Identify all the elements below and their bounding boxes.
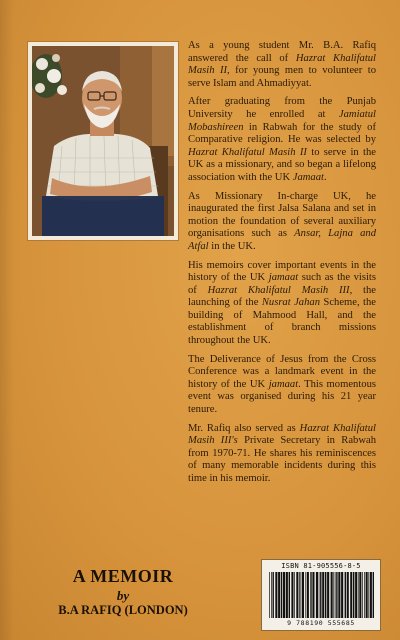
text-run: After graduating from the Punjab University he enrolled at [188,96,376,120]
author-portrait-image [32,46,174,236]
italic-term: Hazrat Khalifatul Masih II [188,146,307,158]
text-run: to serve in the UK as a missionary, and so began a lifelong association with the UK [188,146,376,183]
blurb-paragraph [188,354,376,417]
text-run: As a young student Mr. B.A. Rafiq answered the call of [188,40,376,64]
barcode-number: 9 788190 555685 [287,619,355,627]
text-run: Private Secretary in Rabwah from 1970-71. He shares his reminiscences of many memorable incidents during this time in his memoir. [188,435,376,484]
blurb-paragraph [188,96,376,184]
italic-term: jamaat [268,272,299,284]
text-run: in the UK. [208,240,256,252]
blurb-paragraph [188,191,376,254]
text-run: , for young men to volunteer to serve Islam and Ahmadiyyat. [188,65,376,89]
blurb-paragraph [188,260,376,348]
text-run: As Missionary In-charge UK, he inaugurated the first Jalsa Salana and set in motion the foundation of several auxiliary organisations such as [188,190,376,240]
author-name: B.A RAFIQ (LONDON) [58,603,188,617]
text-run: Mr. Rafiq also served as [188,422,300,434]
italic-term: Ansar, Lajna and Atfal [188,228,376,252]
barcode-bars [268,572,374,618]
book-title: A MEMOIR [72,566,174,586]
author-photo [32,46,174,236]
italic-term: Jamaat [292,171,324,183]
blurb-paragraph [188,423,376,486]
italic-term: Nusrat Jahan [261,297,320,309]
text-run: such as the visits of [188,272,376,296]
text-run: , the launching of the [188,284,377,309]
by-line: by [116,588,130,603]
blurb-paragraph [188,40,376,90]
text-run: Scheme, the building of Mahmood Hall, and the establishment of branch missions throughout the UK. [188,297,376,347]
text-run: . This momentous event was organised during his 21 year tenure. [188,378,376,416]
isbn-label: ISBN 81-905556-8-5 [281,562,361,570]
isbn-barcode [262,560,380,630]
author-photo-frame [28,42,178,240]
italic-term: Hazrat Khalifatul Masih III [207,284,350,296]
blurb-text [188,40,376,492]
text-run: His memoirs cover important events in the history of the UK [188,259,376,284]
text-run: The Deliverance of Jesus from the Cross Conference was a landmark event in the history of the UK [188,353,376,390]
italic-term: jamaat [268,378,299,390]
text-run: . [323,171,327,183]
italic-term: Jamiatul Mobashireen [188,108,376,133]
italic-term: Hazrat Khalifatul Masih III's [188,422,376,447]
text-run: in Rabwah for the study of Comparative religion. He was selected by [188,121,376,146]
italic-term: Hazrat Khalifatul Masih II [188,52,376,77]
